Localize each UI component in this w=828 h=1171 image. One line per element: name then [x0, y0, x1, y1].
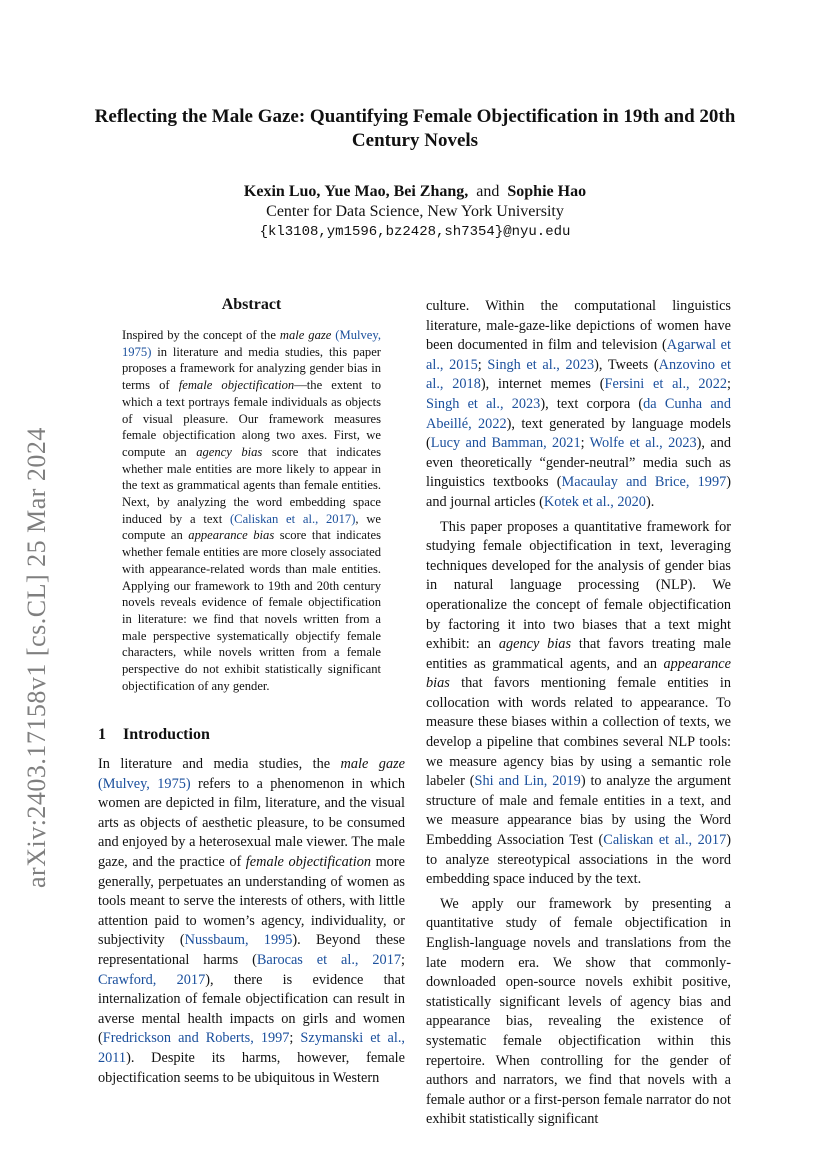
emphasis-text: appearance bias: [188, 528, 275, 543]
section-heading: [98, 726, 210, 744]
text-run: ), there is evidence that internalization of female objectification can result in averse mental health impacts on girls and women (: [98, 971, 406, 1047]
citation-link[interactable]: Agarwal et al., 2015: [426, 337, 731, 373]
left-column-text: [98, 755, 405, 1088]
text-run: ).: [645, 493, 655, 510]
text-run: ), and even theoretically “gender-neutral” media such as linguistics textbooks (: [426, 435, 731, 491]
text-run: ;: [477, 356, 488, 373]
abstract-paragraph: [122, 327, 381, 694]
body-paragraph: [98, 755, 405, 1088]
right-column-text: [426, 297, 731, 1130]
author-name: Kexin Luo,: [243, 183, 321, 200]
text-run: more generally, perpetuates an understanding of women as tools meant to serve the interests of others, with little attention paid to women’s agency, individuality, or subjectivity (: [98, 853, 405, 949]
text-run: ;: [580, 435, 590, 452]
text-run: ) and journal articles (: [426, 474, 732, 510]
text-run: score that indicates whether male entities are more likely to appear in the text as grammatical agents than female entities. Next, by analyzing the word embedding space induced by a text: [122, 444, 381, 526]
emphasis-text: female objectification: [245, 853, 372, 870]
affiliation: Center for Data Science, New York University: [266, 203, 564, 220]
citation-link[interactable]: Wolfe et al., 2023: [589, 435, 697, 452]
abstract-body: [122, 327, 381, 694]
citation-link[interactable]: Singh et al., 2023: [426, 395, 541, 412]
text-run: ), internet memes (: [480, 376, 605, 393]
text-run: In literature and media studies, the: [98, 756, 341, 772]
text-run: ), text generated by language models (: [426, 415, 732, 452]
emphasis-text: male gaze: [279, 328, 332, 342]
author-name: Bei Zhang,: [393, 183, 469, 200]
text-run: , we compute an: [122, 511, 382, 543]
citation-link[interactable]: Barocas et al., 2017: [256, 951, 401, 968]
citation-link[interactable]: Kotek et al., 2020: [543, 493, 646, 510]
section-title: Introduction: [123, 726, 210, 743]
text-run: score that indicates whether female entities are more closely associated with appearance-related words than male entities. Applying our framework to 19th and 20th century novels reveals evidence of female objectification in literature: we find that novels written from a male perspective systematically objectify female characters, while novels written from a female perspective do not exhibit statistically significant objectification of any gender.: [122, 528, 381, 693]
author-emails: {kl3108,ym1596,bz2428,sh7354}@nyu.edu: [259, 224, 571, 240]
text-run: We apply our framework by presenting a quantitative study of female objectification in English-language novels and translations from the late modern era. We show that commonly-downloaded open-source novels exhibit positive, statistically significant levels of agency bias and appearance bias, revealing the existence of systematic female objectification within this repertoire. When controlling for the gender of authors and narrators, we find that novels with a female author or a first-person female narrator do not exhibit statistically significant: [426, 895, 731, 1128]
citation-link[interactable]: Macaulay and Brice, 1997: [561, 474, 727, 491]
text-run: that favors mentioning female entities in collocation with words related to appearance. To measure these biases within a collection of texts, we develop a pipeline that combines several NLP tools: we measure agency bias by using a semantic role labeler (: [426, 675, 731, 790]
citation-link[interactable]: Nussbaum, 1995: [184, 932, 293, 949]
citation-link[interactable]: Anzovino et al., 2018: [426, 356, 731, 393]
citation-link[interactable]: Singh et al., 2023: [487, 356, 595, 373]
text-run: This paper proposes a quantitative framework for studying female objectification in text, leveraging techniques developed for the analysis of gender bias in natural language processing (NLP). We operationalize the concept of female objectification by factoring it into two biases that a text might exhibit: an: [426, 518, 731, 653]
text-run: ). Beyond these representational harms (: [98, 932, 405, 968]
text-run: ) to analyze stereotypical associations in the word embedding space induced by the text.: [426, 832, 731, 888]
author-conjunction: and: [476, 183, 500, 200]
citation-link[interactable]: Caliskan et al., 2017: [603, 832, 727, 849]
emphasis-text: agency bias: [498, 636, 572, 653]
section-number: 1: [98, 726, 106, 743]
abstract-heading: Abstract: [221, 296, 282, 313]
body-paragraph: [426, 518, 731, 890]
citation-link[interactable]: Lucy and Bamman, 2021: [430, 435, 581, 452]
text-run: ). Despite its harms, however, female objectification seems to be ubiquitous in Western: [98, 1049, 405, 1086]
citation-link[interactable]: Fersini et al., 2022: [604, 376, 728, 393]
text-run: ), Tweets (: [594, 356, 659, 373]
body-paragraph: [426, 297, 731, 513]
citation-link[interactable]: (Caliskan et al., 2017): [229, 511, 356, 526]
text-run: culture. Within the computational linguistics literature, male-gaze-like depictions of women have been documented in film and television (: [426, 298, 731, 354]
emphasis-text: appearance bias: [426, 655, 731, 692]
text-run: —the extent to which a text portrays female individuals as objects of visual pleasure. Our framework measures female objectification along two axes. First, we compute an: [122, 378, 381, 459]
citation-link[interactable]: da Cunha and Abeillé, 2022: [426, 395, 731, 432]
citation-link[interactable]: Szymanski et al., 2011: [98, 1030, 405, 1066]
citation-link[interactable]: Crawford, 2017: [98, 971, 206, 988]
author-list: [90, 182, 740, 202]
text-run: refers to a phenomenon in which women are depicted in film, literature, and the visual arts as objects of aesthetic pleasure, to be consumed and enjoyed by a heterosexual male viewer. The male gaze, and the practice of: [98, 775, 405, 870]
text-run: Inspired by the concept of the: [122, 328, 280, 342]
paper-title: Reflecting the Male Gaze: Quantifying Female Objectification in 19th and 20th Century Novels: [94, 106, 736, 151]
author-name: Yue Mao,: [324, 183, 390, 200]
emphasis-text: female objectification: [178, 378, 295, 393]
body-paragraph: [426, 895, 731, 1130]
citation-link[interactable]: Shi and Lin, 2019: [474, 773, 581, 790]
citation-link[interactable]: (Mulvey, 1975): [122, 328, 381, 359]
text-run: ;: [289, 1030, 301, 1047]
text-run: ), text corpora (: [540, 395, 644, 412]
citation-link[interactable]: Fredrickson and Roberts, 1997: [102, 1030, 290, 1047]
citation-link[interactable]: (Mulvey, 1975): [98, 775, 191, 792]
text-run: ) to analyze the argument structure of male and female entities in a text, and we measure appearance bias by using the Word Embedding Association Test (: [426, 773, 731, 849]
text-run: that favors treating male entities as grammatical agents, and an: [426, 636, 731, 672]
text-run: ;: [727, 376, 731, 393]
author-name: Sophie Hao: [507, 183, 587, 200]
text-run: ;: [401, 951, 405, 968]
emphasis-text: agency bias: [196, 444, 263, 459]
text-run: in literature and media studies, this paper proposes a framework for analyzing gender bias in terms of: [122, 344, 381, 393]
arxiv-identifier: arXiv:2403.17158v1 [cs.CL] 25 Mar 2024: [22, 427, 51, 888]
emphasis-text: male gaze: [340, 756, 405, 772]
